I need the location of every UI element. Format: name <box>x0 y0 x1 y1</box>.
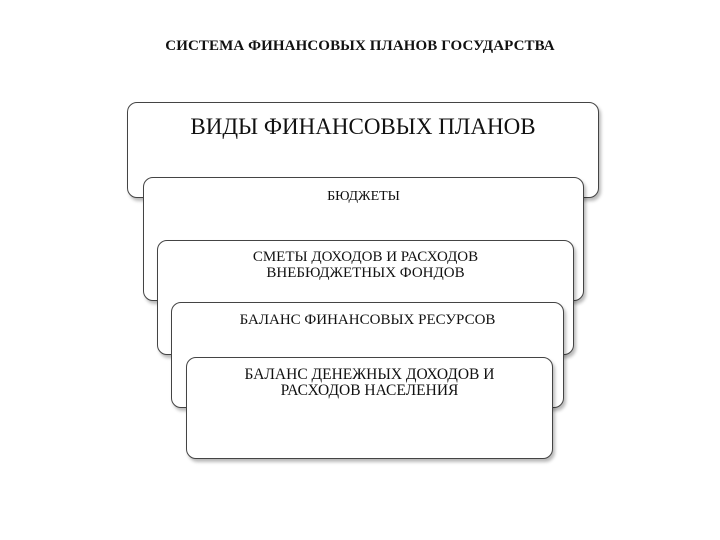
population-balance-line-2: РАСХОДОВ НАСЕЛЕНИЯ <box>280 382 459 400</box>
budgets-label: БЮДЖЕТЫ <box>327 189 400 204</box>
population-balance-line-1: БАЛАНС ДЕНЕЖНЫХ ДОХОДОВ И <box>244 367 495 383</box>
financial-plan-types-label: ВИДЫ ФИНАНСОВЫХ ПЛАНОВ <box>190 114 536 139</box>
population-income-expense-balance-label <box>187 367 552 401</box>
extra-budget-funds-estimates-label <box>158 250 573 283</box>
financial-resources-balance-label: БАЛАНС ФИНАНСОВЫХ РЕСУРСОВ <box>239 312 496 328</box>
page-title: СИСТЕМА ФИНАНСОВЫХ ПЛАНОВ ГОСУДАРСТВА <box>165 38 555 54</box>
population-income-expense-balance-box <box>186 357 553 459</box>
extra-budget-funds-estimates-line-2: ВНЕБЮДЖЕТНЫХ ФОНДОВ <box>266 264 465 281</box>
extra-budget-funds-estimates-line-1: СМЕТЫ ДОХОДОВ И РАСХОДОВ <box>252 250 479 265</box>
